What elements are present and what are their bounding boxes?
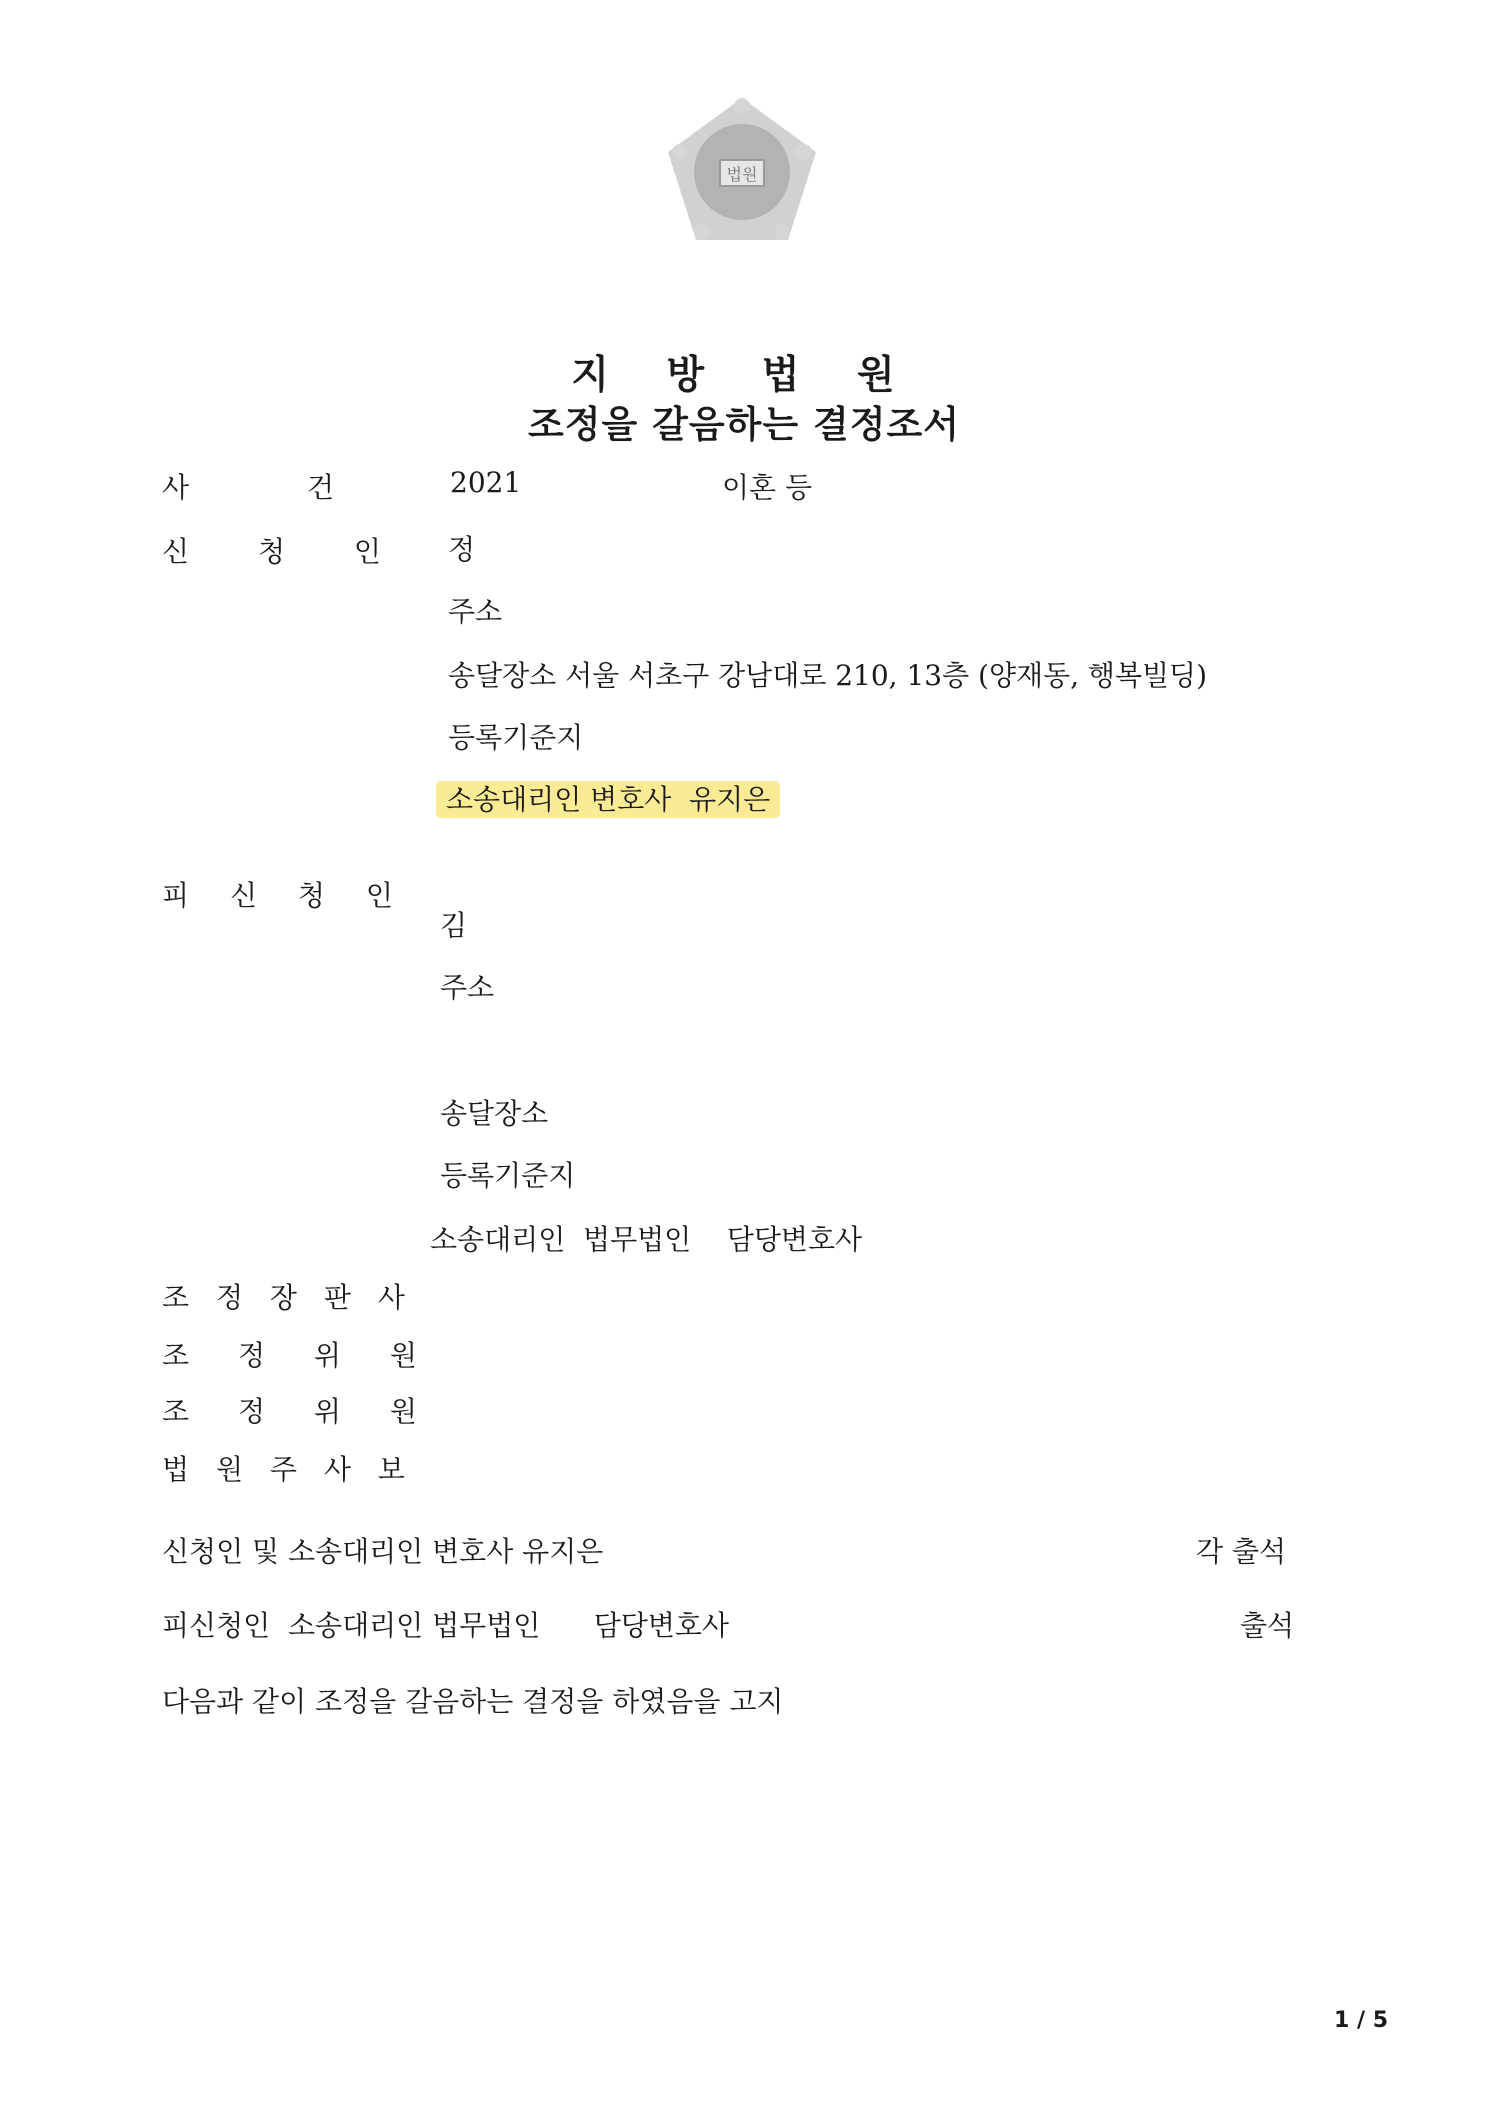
seal-text: 법원: [726, 165, 758, 184]
attendance-respondent: 피신청인 소송대리인 법무법인 담당변호사: [162, 1609, 729, 1642]
respondent-name: 김: [440, 909, 468, 942]
court-name: 지 방 법 원: [571, 353, 917, 398]
court-seal-logo: [664, 94, 820, 250]
applicant-agent: [436, 778, 780, 818]
respondent-label: 피 신 청 인: [162, 879, 409, 912]
document-title: 조정을 갈음하는 결정조서: [528, 403, 960, 446]
applicant-agent-name: 유지은: [689, 783, 771, 816]
official-mediator-2: 조 정 위 원: [162, 1395, 437, 1428]
official-clerk: 법 원 주 사 보: [162, 1453, 414, 1486]
applicant-name: 정: [448, 533, 476, 566]
case-label-char: 사: [162, 471, 190, 504]
official-mediator-1: 조 정 위 원: [162, 1339, 437, 1372]
case-name: 이혼 등: [722, 471, 813, 504]
page-number: 1 / 5: [1334, 2008, 1388, 2033]
notice-text: 다음과 같이 조정을 갈음하는 결정을 하였음을 고지: [162, 1685, 784, 1718]
official-presiding-judge: 조 정 장 판 사: [162, 1281, 414, 1314]
highlighted-agent: [436, 781, 780, 818]
attendance-respondent-status: 출석: [1240, 1609, 1295, 1642]
respondent-delivery: 송달장소: [440, 1097, 549, 1130]
applicant-address: 주소: [448, 595, 503, 628]
attendance-applicant-status: 각 출석: [1196, 1535, 1287, 1568]
applicant-label: 신 청 인: [162, 535, 411, 568]
attendance-applicant: 신청인 및 소송대리인 변호사 유지은: [162, 1535, 604, 1568]
case-label-char: 건: [306, 471, 334, 504]
applicant-agent-title: 소송대리인 변호사: [446, 783, 672, 816]
respondent-registry: 등록기준지: [440, 1159, 576, 1192]
applicant-delivery: 송달장소 서울 서초구 강남대로 210, 13층 (양재동, 행복빌딩): [448, 659, 1208, 692]
applicant-registry: 등록기준지: [448, 721, 584, 754]
case-number: 2021: [450, 466, 522, 499]
respondent-agent: 소송대리인 법무법인 담당변호사: [430, 1223, 863, 1256]
respondent-address: 주소: [440, 971, 495, 1004]
case-label: [162, 466, 334, 506]
